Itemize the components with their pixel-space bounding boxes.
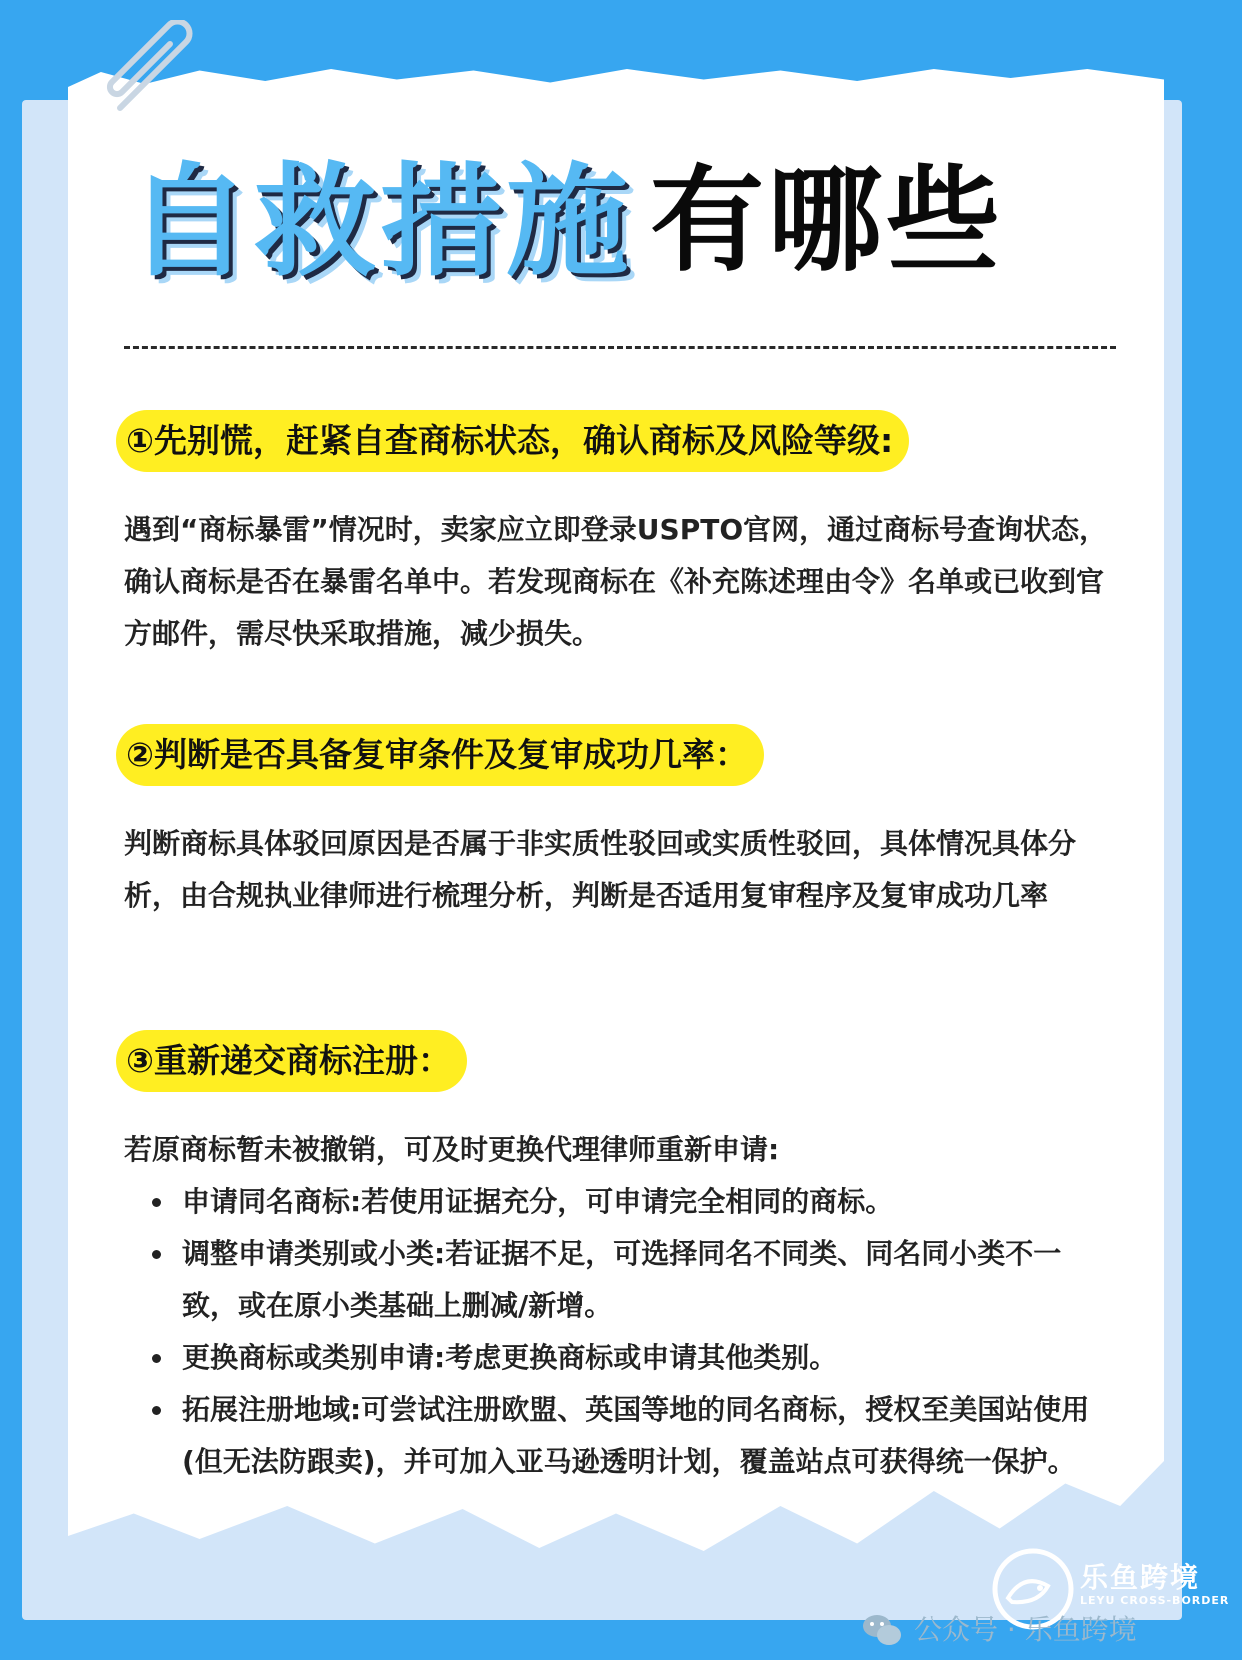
- page-title: [128, 136, 1088, 293]
- section-1-heading: ①先别慌，赶紧自查商标状态，确认商标及风险等级:: [116, 410, 909, 472]
- watermark-text: 公众号 · 乐鱼跨境: [914, 1613, 1137, 1646]
- section-3-bullet-list: [124, 1176, 1116, 1488]
- list-item: 更换商标或类别申请:考虑更换商标或申请其他类别。: [124, 1332, 1116, 1384]
- list-item: 调整申请类别或小类:若证据不足，可选择同名不同类、同名同小类不一致，或在原小类基础上删减/新增。: [124, 1228, 1116, 1332]
- section-3-intro: 若原商标暂未被撤销，可及时更换代理律师重新申请:: [124, 1133, 780, 1166]
- title-suffix: 有哪些: [650, 154, 1005, 287]
- logo-name: 乐鱼跨境: [1080, 1561, 1201, 1594]
- logo-subtitle: LEYU CROSS-BORDER: [1080, 1594, 1230, 1607]
- title-highlight: 自救措施: [128, 150, 632, 293]
- list-item: 申请同名商标:若使用证据充分，可申请完全相同的商标。: [124, 1176, 1116, 1228]
- list-item: 拓展注册地域:可尝试注册欧盟、英国等地的同名商标，授权至美国站使用(但无法防跟卖)，并可加入亚马逊透明计划，覆盖站点可获得统一保护。: [124, 1384, 1116, 1488]
- watermark: [862, 1610, 1137, 1650]
- wechat-icon: [862, 1613, 902, 1647]
- paperclip-icon: [100, 20, 210, 120]
- dashed-divider: [124, 346, 1116, 349]
- section-1-body: 遇到“商标暴雷”情况时，卖家应立即登录USPTO官网，通过商标号查询状态，确认商标是否在暴雷名单中。若发现商标在《补充陈述理由令》名单或已收到官方邮件，需尽快采取措施，减少损失。: [124, 513, 1108, 650]
- section-3-heading: ③重新递交商标注册：: [116, 1030, 467, 1092]
- section-2-heading: ②判断是否具备复审条件及复审成功几率：: [116, 724, 764, 786]
- section-2-body: 判断商标具体驳回原因是否属于非实质性驳回或实质性驳回，具体情况具体分析，由合规执业律师进行梳理分析，判断是否适用复审程序及复审成功几率: [124, 827, 1077, 912]
